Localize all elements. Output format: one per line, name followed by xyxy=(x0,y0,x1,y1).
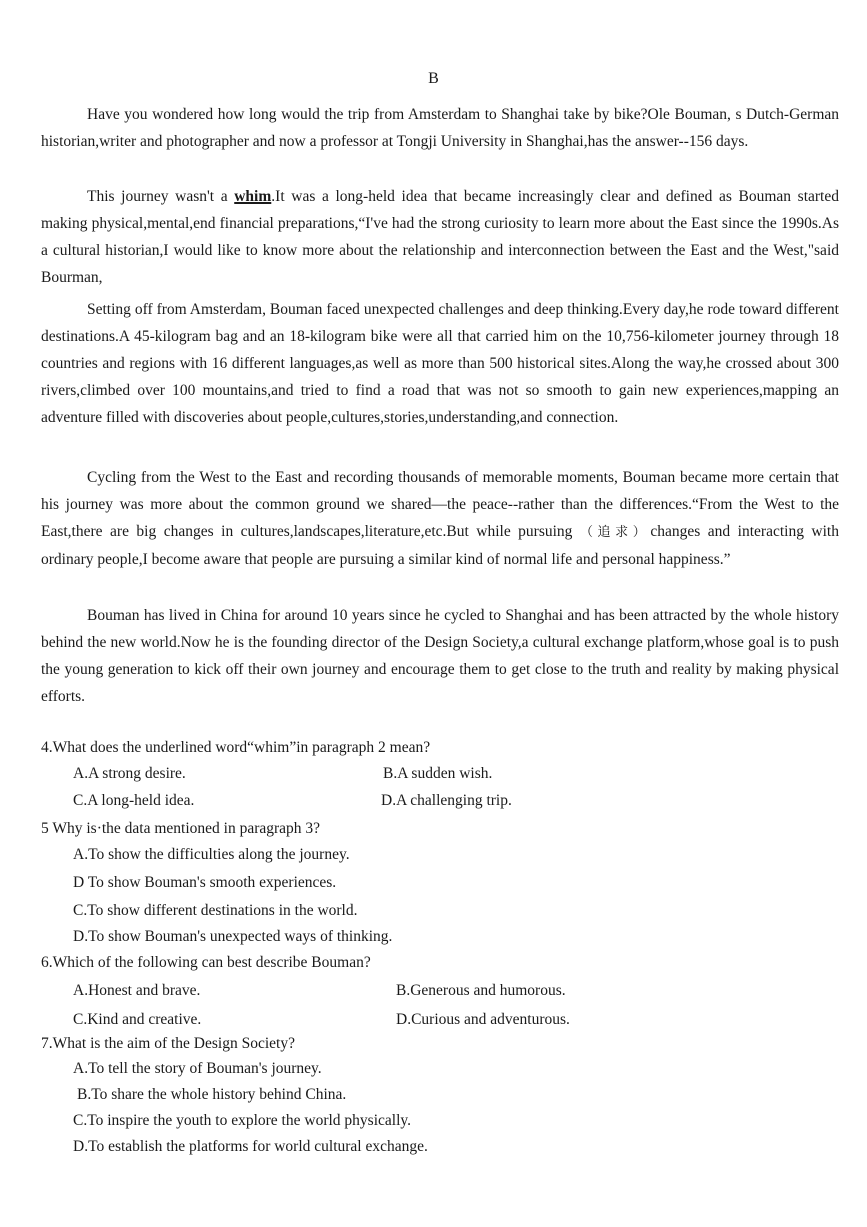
section-label: B xyxy=(428,70,439,87)
question-7-option-a: A.To tell the story of Bouman's journey. xyxy=(73,1060,322,1077)
question-6-option-d: D.Curious and adventurous. xyxy=(396,1011,570,1028)
question-5-option-b: D To show Bouman's smooth experiences. xyxy=(73,874,337,891)
chinese-gloss: （追求） xyxy=(579,525,651,540)
paragraph-4-after: changes and interacting with ordinary people,I become aware that people are pursuing a similar kind of normal life and personal happiness.” xyxy=(41,523,839,568)
paragraph-5: Bouman has lived in China for around 10 years since he cycled to Shanghai and has been attracted by the whole history behind the new world.Now he is the founding director of the Design Society,a cultural exchange platform,whose goal is to push the young generation to kick off their own journey and encourage them to get close to the truth and reality by making physical efforts. xyxy=(41,607,839,705)
paragraph-2-after: .It was a long-held idea that became increasingly clear and defined as Bouman started making physical,mental,end financial preparations,“I've had the strong curiosity to learn more about the East since the 1990s.As a cultural historian,I would like to know more about the relationship and interconnection between the East and the West,"said Bourman, xyxy=(41,188,839,286)
question-4-option-c: C.A long-held idea. xyxy=(73,792,195,809)
question-7-stem: 7.What is the aim of the Design Society? xyxy=(41,1035,295,1052)
question-7-option-c: C.To inspire the youth to explore the world physically. xyxy=(73,1112,411,1129)
question-5-option-c: C.To show different destinations in the world. xyxy=(73,902,358,919)
paragraph-3: Setting off from Amsterdam, Bouman faced unexpected challenges and deep thinking.Every day,he rode toward different destinations.A 45-kilogram bag and an 18-kilogram bike were all that carried him on the 10,756-kilometer journey through 18 countries and regions with 16 different languages,as well as more than 500 historical sites.Along the way,he crossed about 300 rivers,climbed over 100 mountains,and tried to find a road that was not so smooth to gain new experiences,mapping an adventure filled with discoveries about people,cultures,stories,understanding,and connection. xyxy=(41,301,839,426)
question-7-option-b: B.To share the whole history behind China. xyxy=(77,1086,347,1103)
paragraph-4 xyxy=(41,464,839,573)
question-6-option-a: A.Honest and brave. xyxy=(73,982,201,999)
question-6-stem: 6.Which of the following can best describe Bouman? xyxy=(41,954,371,971)
underlined-word-whim: whim xyxy=(234,188,272,205)
paragraph-2-before: This journey wasn't a xyxy=(87,188,235,205)
question-4-stem: 4.What does the underlined word“whim”in paragraph 2 mean? xyxy=(41,739,431,756)
question-4-option-a: A.A strong desire. xyxy=(73,765,186,782)
question-5-stem: 5 Why is·the data mentioned in paragraph 3? xyxy=(41,820,321,837)
question-5-option-a: A.To show the difficulties along the journey. xyxy=(73,846,350,863)
question-4-option-d: D.A challenging trip. xyxy=(381,792,512,809)
question-7-option-d: D.To establish the platforms for world cultural exchange. xyxy=(73,1138,428,1155)
paragraph-2 xyxy=(41,183,839,291)
paragraph-1: Have you wondered how long would the trip from Amsterdam to Shanghai take by bike?Ole Bouman, s Dutch-German historian,writer and photographer and now a professor at Tongji University in Shanghai,has the answer--156 days. xyxy=(41,106,839,150)
question-5-option-d: D.To show Bouman's unexpected ways of thinking. xyxy=(73,928,393,945)
paragraph-4-before: Cycling from the West to the East and recording thousands of memorable moments, Bouman became more certain that his journey was more about the common ground we shared—the peace--rather than the differences.“From the West to the East,there are big changes in cultures,landscapes,literature,etc.But while pursuing xyxy=(41,469,839,540)
question-6-option-b: B.Generous and humorous. xyxy=(396,982,566,999)
question-6-option-c: C.Kind and creative. xyxy=(73,1011,202,1028)
question-4-option-b: B.A sudden wish. xyxy=(383,765,493,782)
